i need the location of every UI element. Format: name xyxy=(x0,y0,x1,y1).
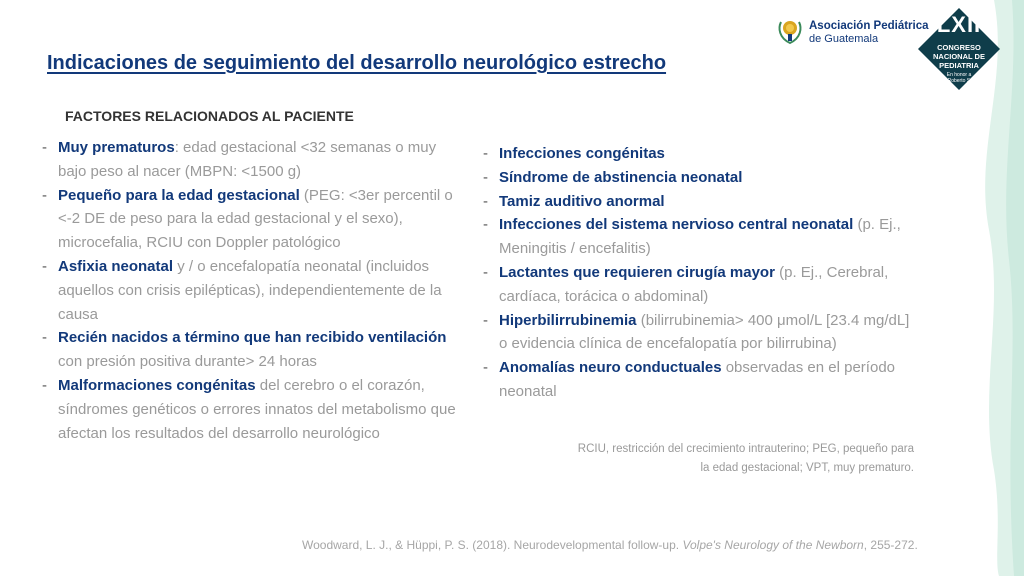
page-title: Indicaciones de seguimiento del desarrollo neurológico estrecho xyxy=(47,52,667,74)
badge-line5: Dr. Roberto Sosa xyxy=(939,78,979,84)
list-item xyxy=(483,190,913,214)
factor-term: Síndrome de abstinencia neonatal xyxy=(499,168,743,186)
list-item xyxy=(483,356,913,404)
list-item xyxy=(483,261,913,309)
list-item xyxy=(483,142,913,166)
factor-detail: (p. Ej., Meningitis / encefalitis) xyxy=(499,216,901,258)
right-factor-list xyxy=(483,142,913,404)
factor-term: Muy prematuros xyxy=(58,139,175,156)
factor-term: Malformaciones congénitas xyxy=(58,376,256,394)
list-item xyxy=(42,136,462,184)
list-item xyxy=(42,326,462,374)
list-item xyxy=(483,166,913,190)
badge-line3: PEDIATRIA xyxy=(939,61,979,70)
factor-detail: con presión positiva durante> 24 horas xyxy=(58,353,317,371)
factor-term: Infecciones congénitas xyxy=(499,145,665,162)
factor-detail: del cerebro o el corazón, síndromes genéticos o errores innatos del metabolismo que afectan los resultados del desarrollo neurológico xyxy=(58,376,456,442)
badge-number: LXII xyxy=(936,12,982,37)
factor-term: Pequeño para la edad gestacional xyxy=(58,186,300,204)
factor-term: Asfixia neonatal xyxy=(58,257,174,275)
citation-pages: , 255-272. xyxy=(863,538,918,552)
citation-authors: Woodward, L. J., & Hüppi, P. S. (2018). Neurodevelopmental follow-up. xyxy=(302,538,683,552)
logo-name-line1: Asociación Pediátrica xyxy=(809,20,929,32)
factor-term: Infecciones del sistema nervioso central neonatal xyxy=(499,216,854,234)
factor-detail: : edad gestacional <32 semanas o muy bajo peso al nacer (MBPN: <1500 g) xyxy=(58,139,437,180)
section-heading: FACTORES RELACIONADOS AL PACIENTE xyxy=(65,108,354,124)
list-item xyxy=(42,255,462,326)
badge-line2: NACIONAL DE xyxy=(933,52,985,61)
list-item xyxy=(42,184,462,255)
factor-detail: (p. Ej., Cerebral, cardíaca, torácica o abdominal) xyxy=(499,263,889,305)
footnote-line2: la edad gestacional; VPT, muy prematuro. xyxy=(700,462,914,474)
citation-journal: Volpe's Neurology of the Newborn xyxy=(682,538,864,552)
factor-detail: observadas en el período neonatal xyxy=(499,359,895,400)
list-item xyxy=(42,374,462,445)
seal-icon xyxy=(776,16,804,46)
factor-detail: (PEG: <3er percentil o <-2 DE de peso para la edad gestacional y el sexo), microcefalia, RCIU con Doppler patológico xyxy=(58,186,453,252)
list-item xyxy=(483,213,913,261)
list-item xyxy=(483,309,913,357)
badge-line1: CONGRESO xyxy=(937,43,981,52)
factor-detail: (bilirrubinemia> 400 μmol/L [23.4 mg/dL] o evidencia clínica de encefalopatía por bilirrubina) xyxy=(499,311,910,353)
footnote-line1: RCIU, restricción del crecimiento intrauterino; PEG, pequeño para xyxy=(577,443,914,455)
factor-term: Recién nacidos a término que han recibido ventilación xyxy=(58,329,447,347)
left-factor-list xyxy=(42,136,462,445)
factor-term: Lactantes que requieren cirugía mayor xyxy=(499,263,775,281)
badge-line4: En honor a xyxy=(946,72,972,78)
factor-detail: y / o encefalopatía neonatal (incluidos aquellos con crisis epilépticas), independientemente de la causa xyxy=(58,257,442,323)
logo-name-line2: de Guatemala xyxy=(809,33,879,45)
factor-term: Anomalías neuro conductuales xyxy=(499,359,722,377)
reference-citation xyxy=(302,538,918,552)
factor-term: Hiperbilirrubinemia xyxy=(499,311,637,329)
association-logo xyxy=(776,16,929,52)
abbreviations-footnote xyxy=(578,440,914,478)
factor-term: Tamiz auditivo anormal xyxy=(499,192,665,210)
